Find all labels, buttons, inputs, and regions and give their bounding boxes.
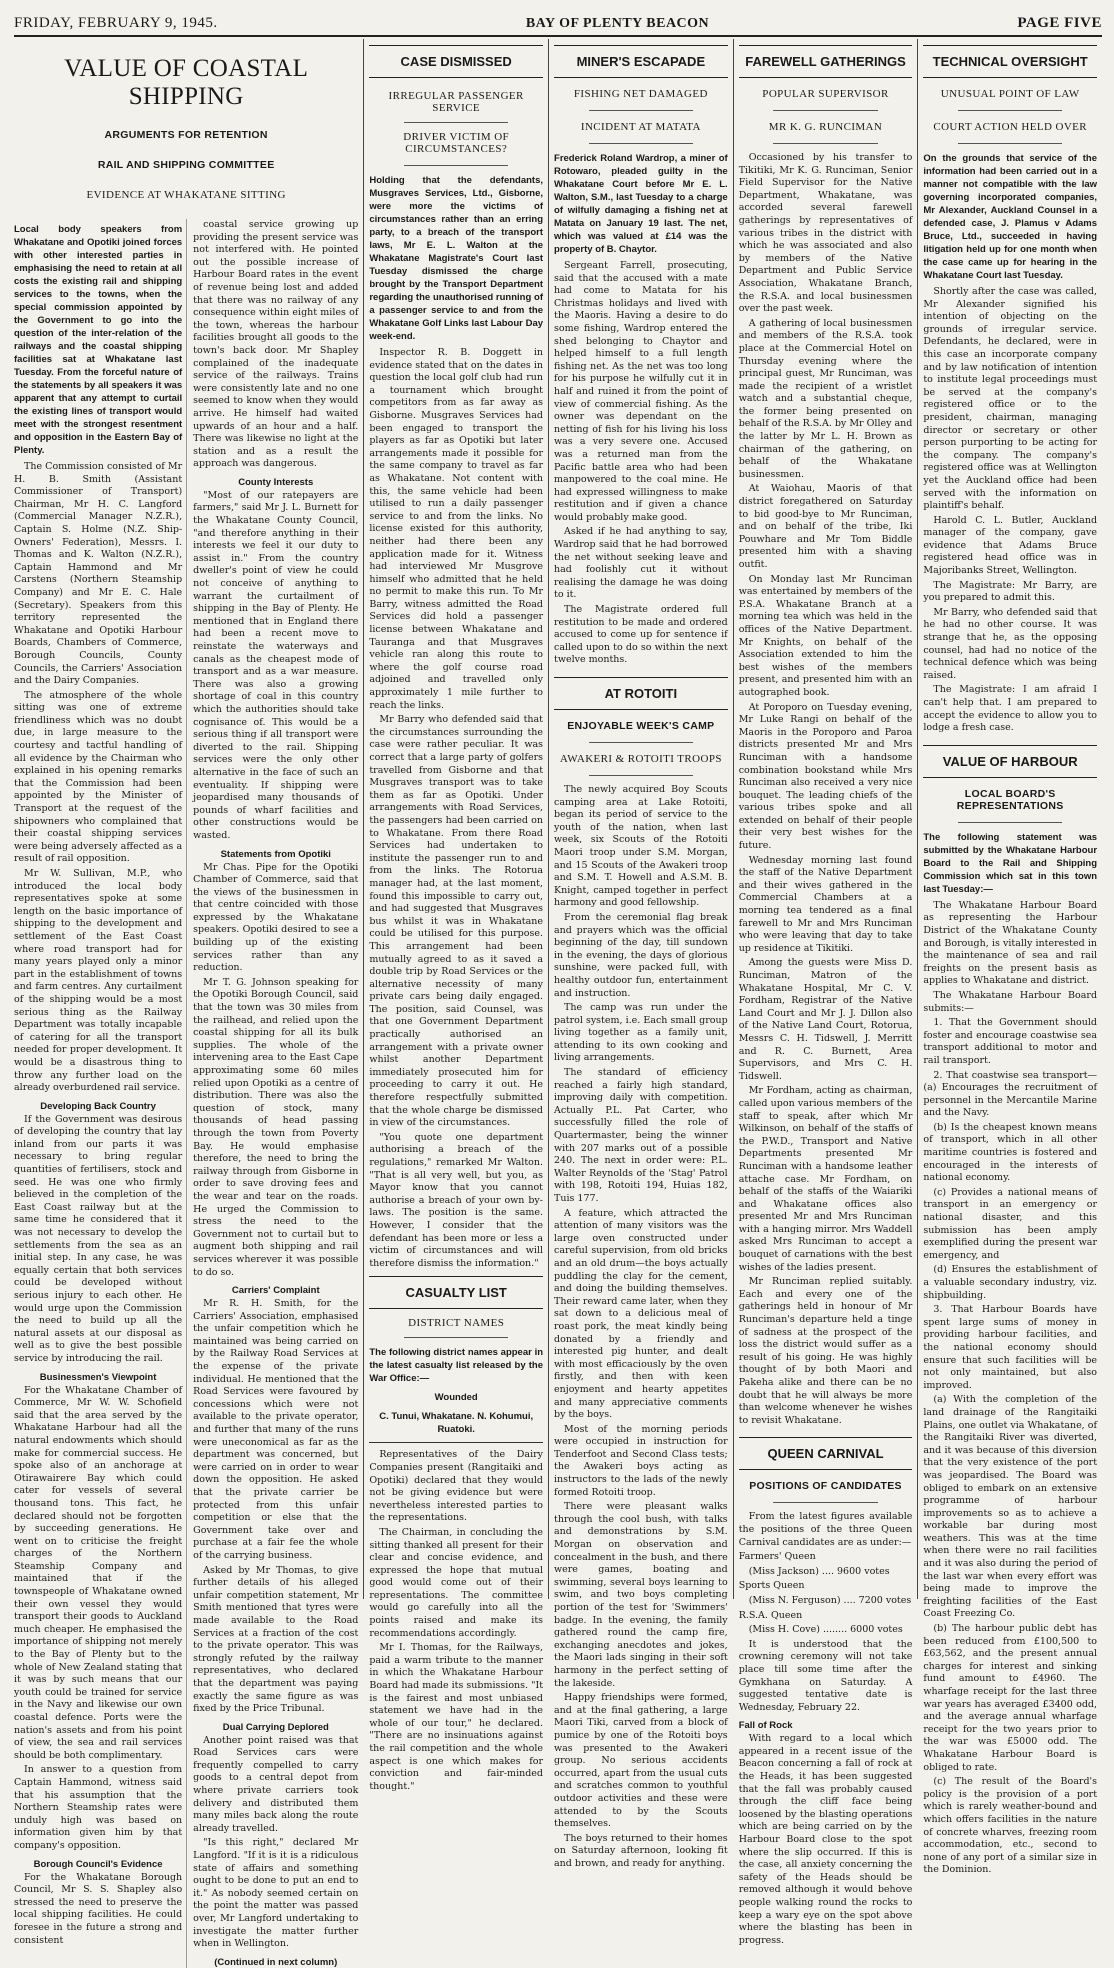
divider: [589, 110, 693, 111]
section-heading: Borough Council's Evidence: [33, 1858, 163, 1870]
divider: [404, 1337, 508, 1338]
paragraph: (b) The harbour public debt has been reduced from £100,500 to £63,562, and the present annual charges for interest and sinking fund amount to £4960. The wharfage receipt for the last three war years has averaged £3400 odd, and the average annual wharfage receipt for the two years prior to the war was £5000 odd. The Whakatane Harbour Board is obliged to rate.: [923, 1623, 1098, 1773]
paragraph: Sergeant Farrell, prosecuting, said that the accused with a mate had come to Matata for his Christmas holidays and lived with the Maoris. Having a desire to do some fishing, Wardrop entered the shed belonging to Chaytor and helped himself to a full length fishing net. As the net was too long for his purpose he wilfully cut it in half and ruined it from the point of view of commercial fishing. As the owner was dependant on the netting of fish for his living his loss was a very severe one. Accused was a returned man from the Pacific battle area who had been manpowered to the coal mine. He had expressed willingness to make restitution and if given a chance would probably make good.: [554, 260, 728, 523]
headline-box: [554, 45, 728, 78]
paragraph: If the Government was desirous of developing the country that lay inland from our parts it was necessary to bring regular quantities of fertilisers, stock and seed. He was one who firmly believed in the completion of the East Coast railway but at the same time he considered that it was not necessary to develop the settlements from the sea as an initial step. In any case, he was equally certain that both services could be developed without serious injury to each other. He would urge upon the Commission the need to build up all the natural assets at our disposal as well as to give the best possible service by introducing the rail.: [14, 1113, 183, 1364]
article-headline: CASE DISMISSED: [400, 54, 512, 69]
paragraph: (c) Provides a national means of transport in an emergency or national disaster, and this submission has been amply exemplified during the present war emergency, and: [923, 1186, 1098, 1261]
paragraph: "Most of our ratepayers are farmers," said Mr J. L. Burnett for the Whakatane County Council, "and therefore anything in their interests we feel it our duty to assist in." From the country dweller's point of view he could not conceive of anything to warrant the curtailment of shipping in the Bay of Plenty. He mentioned that in England there had been a recent move to reinstate the waterways and canals as the cheapest mode of transport and as a war measure. There was also a growing shortage of coal in this country which the authorities should take cognisance of. This would be a serious thing if all transport were diverted to the rail. Shipping services were the only other alternative in the face of such an eventuality. If shipping were jeopardised many thousands of pounds of wharf facilities and other constructions would be wasted.: [193, 489, 359, 841]
columns: [14, 39, 1102, 1968]
candidate-name: Sports Queen: [738, 1580, 805, 1592]
divider: [958, 143, 1062, 144]
paragraph: There were pleasant walks through the cool bush, with talks and demonstrations by S.M. Morgan on observation and concealment in the bush, and there were games, boating and swimming, several boys learning to swim, and two boys completing portion of the test for 'Swimmers' badge. In the evening, the family gathered round the camp fire, exchanging anecdotes and jokes, the Maori lads singing in their soft harmony in the perfect setting of the lakeside.: [554, 1501, 728, 1689]
paragraph: Mr Fordham, acting as chairman, called upon various members of the staff to speak, after which Mr Wilkinson, on behalf of the staffs of the P.W.D., Transport and Native Departments presented Mr Runciman with a handsome leather attache case. Mr Fordham, on behalf of the staffs of the Waiariki and Whakatane offices also presented Mr and Mrs Runciman with a hanging mirror. Mrs Waddell asked Mrs Runciman to accept a bouquet of carnations with the best wishes of the ladies present.: [738, 1085, 913, 1273]
paragraph: The standard of efficiency reached a fairly high standard, improving daily with competition. Actually P.L. Pat Carter, who successfully filled the role of Quartermaster, being the winner with 207 marks out of a possible 240. The next in order were: P.L. Walter Reynolds of the 'Stag' Patrol with 198, Rotoiti 194, Huias 182, Tuis 177.: [554, 1067, 728, 1204]
article-subheading: EVIDENCE AT WHAKATANE SITTING: [86, 189, 286, 201]
divider: [773, 1502, 877, 1503]
paragraph: Mr Barry, who defended said that he had no other course. It was strange that he, as the opposing counsel, had had no notice of the technical defence which was being raised.: [923, 606, 1098, 681]
paragraph: Shortly after the case was called, Mr Alexander signified his intention of objecting on the grounds of irregular service. Defendants, he declared, were in this case an incorporate company and by law notification of intention to institute legal proceedings must be served at the company's registered office or to the president, chairman, managing director or secretary or other person purporting to be acting for the company. The company's registered office was at Wellington yet the Auckland office had been served with the information on plaintiff's behalf.: [923, 286, 1098, 512]
paragraph: (a) With the completion of the land drainage of the Rangitaiki Plains, one outlet via Whakatane, of the Rangitaiki River was diverted, and it was because of this diversion that the very existence of the port was jeopardised. The Board was obliged to embark on an extensive programme of harbour improvements so as to achieve a workable bar during most weathers. This was at the time when there were no rail facilities and it was also during the period of the last war when every effort was being made to improve the freighting facilities of the East Coast Freezing Co.: [923, 1394, 1098, 1620]
article-headline: AT ROTOITI: [604, 686, 678, 701]
body-subcolumn: [14, 219, 186, 1968]
paragraph: Mr T. G. Johnson speaking for the Opotiki Borough Council, said that the town was 30 miles from the railhead, and relied upon the coastal shipping for all its bulk supplies. The whole of the intervening area to the East Cape approximating some 60 miles relied upon Opotiki as a centre of distribution. There was also the question of stock, many thousands of head passing through the town from Poverty Bay. He would emphasise therefore, the need to bring the railway through from Gisborne in order to save droving fees and the wear and tear on the roads. He urged the Commission to stress the need to the Government not to curtail but to augment both shipping and rail services wherever it was possible to do so.: [193, 976, 359, 1278]
paragraph: (c) The result of the Board's policy is the provision of a port which is rarely weather-bound and which offers facilities in the nature of concrete wharves, freezing room accommodation, etc., second to none of any port of a similar size in the Dominion.: [923, 1776, 1098, 1876]
paragraph: For the Whakatane Chamber of Commerce, Mr W. W. Schofield said that the area served by the Whakatane Harbour had all the natural endowments which should make for commercial success. He spoke also of an anchorage at Otirawairere Bay which could cater for vessels of several thousand tons. This fact, he declared should not be forgotten by succeeding generations. He went on to criticise the freight charges of the Northern Steamship Company and maintained that if the townspeople of Whakatane owned their own vessel they would transport their goods to Auckland much cheaper. He emphasised the importance of shipping not merely to the Bay of Plenty but to the whole of New Zealand stating that it was by such means that our youth could be trained for service in the Navy and likewise our own coastal defence. Ports were the nation's assets and from his point of view, the sea and rail services should be both complimentary.: [14, 1384, 183, 1761]
paragraph: Mr W. Sullivan, M.P., who introduced the local body representatives spoke at some length on the basic importance of shipping to the development and settlement of the East Coast where road transport had for many years played only a minor part in the establishment of towns and farm centres. Any curtailment of the shipping would be a most serious thing as the Railway Department was totally incapable of catering for all the transport needed for proper development. It would be a disastrous thing to throw any further load on the already overburdened rail service.: [14, 868, 183, 1094]
candidate-votes: (Miss N. Ferguson) .... 7200 votes: [748, 1594, 912, 1606]
lead-paragraph: On the grounds that service of the information had been carried out in a manner not compatible with the law governing incorporated companies, Mr Alexander, Auckland Counsel in a defended case, J. Plamus v Adams Bruce, Ltd., succeeded in having litigation held up for one month when the case came up for hearing in the Whakatane Court last Tuesday.: [923, 153, 1098, 281]
paragraph: "You quote one department authorising a breach of the regulations," remarked Mr Walton. "That is all very well, but you, as Mayor know that you cannot authorise a breach of your own by-laws. The position is the same. However, I consider that the defendant has been more or less a victim of circumstances and will therefore dismiss the information.": [369, 1131, 544, 1269]
article-subheading: ENJOYABLE WEEK'S CAMP: [567, 720, 715, 732]
paragraph: Most of the morning periods were occupied in instruction for Tenderfoot and Second Class tests; the Awakeri boys acting as instructors to the lads of the newly formed Rotoiti troop.: [554, 1423, 728, 1498]
section-heading: Fall of Rock: [738, 1720, 793, 1732]
article-headline: CASUALTY LIST: [405, 1285, 507, 1301]
article-case-dismissed: [363, 39, 548, 1792]
section-heading: Statements from Opotiki: [220, 848, 331, 860]
paragraph: (d) Ensures the establishment of a valuable secondary industry, viz. shipbuilding.: [923, 1264, 1098, 1301]
section-heading: Developing Back Country: [40, 1100, 156, 1112]
paragraph: Asked if he had anything to say, Wardrop said that he had borrowed the net without seeking leave and had foolishly cut it without realising the damage he was doing to it.: [554, 526, 728, 601]
paragraph: The atmosphere of the whole sitting was one of extreme friendliness which was no doubt due, in large measure to the courtesy and tactful handling of all evidence by the Chairman who explained in his opening remarks that the Commission had been appointed by the Minister of Transport at the request of the shipowners who complained that their coastal shipping services were being adversely affected as a result of rail opposition.: [14, 689, 183, 865]
article-subheading: FISHING NET DAMAGED: [573, 88, 708, 100]
lead-paragraph: The following district names appear in the latest casualty list released by the War Office:—: [369, 1347, 544, 1385]
paragraph: At Poroporo on Tuesday evening, Mr Luke Rangi on behalf of the Maoris in the Poroporo and Paroa districts presented Mr and Mrs Runciman with a handsome combination bookstand while Mrs Runciman also received a very nice bouquet. The leading chiefs of the various tribes spoke and all extended on behalf of their people their very best wishes for the future.: [738, 701, 913, 852]
divider: [589, 775, 693, 776]
paragraph: From the ceremonial flag break and prayers which was the official beginning of the day, till sundown in the evening, the days of glorious sunshine, were packed full, with healthy outdoor fun, entertainment and instruction.: [554, 911, 728, 999]
paragraph: Mr I. Thomas, for the Railways, paid a warm tribute to the manner in which the Whakatane Harbour Board had made its submissions. "It is the fairest and most unbiased statement we have had in the whole of our tour," he declared. "There are no insinuations against the rail competition and the whole aspect is one which makes for conviction and fair-minded thought.": [369, 1642, 544, 1792]
article-subheading: MR K. G. RUNCIMAN: [768, 121, 883, 133]
candidate-votes: (Miss Jackson) .... 9600 votes: [748, 1565, 890, 1577]
section-heading: Carriers' Complaint: [231, 1285, 320, 1297]
headline-box: [923, 745, 1097, 778]
paragraph: The Chairman, in concluding the sitting thanked all present for their clear and concise evidence, and expressed the hope that mutual good would come out of their representations. The committee would go carefully into all the points raised and make its recommendations accordingly.: [369, 1526, 544, 1639]
paragraph: A feature, which attracted the attention of many visitors was the large oven constructed under careful supervision, from old bricks and an old drum—the boys actually puddling the clay for the cement, and doing the building themselves. Their reward came later, when they sat down to a delicious meal of roast pork, the meat kindly being donated by a friendly and interested pig hunter, and dealt with most efficaciously by the oven firstly, and then with keen enjoyment and hearty appetites and many appreciative comments by the boys.: [554, 1207, 728, 1421]
paragraph: In answer to a question from Captain Hammond, witness said that his assumption that the Northern Steamship rates were unduly high was based on information given him by that company's opposition.: [14, 1764, 183, 1851]
article-farewell-gatherings: [733, 39, 918, 1946]
paragraph: It is understood that the crowning ceremony will not take place till some time after the Gymkhana on Saturday. A suggested tentative date is Wednesday, February 22.: [738, 1638, 913, 1713]
article-headline: MINER'S ESCAPADE: [576, 54, 706, 69]
paragraph: 3. That Harbour Boards have spent large sums of money in providing harbour facilities, and the national economy should ensure that such facilities will be not only maintained, but also improved.: [923, 1304, 1098, 1391]
article-subheading: IRREGULAR PASSENGER SERVICE: [388, 90, 524, 114]
paragraph: (b) Is the cheapest known means of transport, which in all other maritime countries is fostered and encouraged in the interests of national economy.: [923, 1121, 1098, 1184]
masthead: [14, 10, 1102, 37]
lead-paragraph: Holding that the defendants, Musgraves Services, Ltd., Gisborne, were more the victims of circumstances rather than an erring party, to a breach of the transport laws, Mr E. L. Walton at the Whakatane Magistrate's Court last Tuesday dismissed the charge brought by the Transport Department regarding the unauthorised running of a passenger service to and from the Whakatane Golf Links last Labour Day week-end.: [369, 175, 544, 342]
paragraph: Wednesday morning last found the staff of the Native Department and their wives gathered in the Commercial Chambers at a morning tea tendered as a final farewell to Mr and Mrs Runciman who were leaving that day to take up residence at Tikitiki.: [738, 854, 913, 954]
divider: [589, 742, 693, 743]
article-subheading: RAIL AND SHIPPING COMMITTEE: [97, 159, 275, 171]
article-subheading: DRIVER VICTIM OF CIRCUMSTANCES?: [403, 131, 510, 155]
paragraph: Asked by Mr Thomas, to give further details of his alleged unfair competition statement, Mr Smith mentioned that tyres were made available to the Road Services at a fraction of the cost to the private operator. This was strongly refuted by the railway representatives, who declared that the department was paying exactly the same figure as was fixed by the Price Tribunal.: [193, 1564, 359, 1715]
article-subheading: LOCAL BOARD'S REPRESENTATIONS: [956, 787, 1064, 812]
wounded-heading: Wounded: [434, 1392, 478, 1404]
divider: [589, 143, 693, 144]
divider: [773, 110, 877, 111]
lead-paragraph: The following statement was submitted by the Whakatane Harbour Board to the Rail and Shipping Commission which sat in this town last Tuesday:—: [923, 831, 1098, 895]
section-heading: Businessmen's Viewpoint: [39, 1371, 157, 1383]
article-headline: QUEEN CARNIVAL: [767, 1446, 884, 1462]
paragraph: The newly acquired Boy Scouts camping area at Lake Rotoiti, began its period of service to the youth of the nation, when last week, six Scouts of the Rotoiti Maori troop under S.M. Morgan, and 15 Scouts of the Awakeri troop and S.M. T. Howell and A.S.M. B. Knight, camped together in perfect harmony and good fellowship.: [554, 784, 728, 909]
paper-name: BAY OF PLENTY BEACON: [525, 16, 710, 31]
article-technical-oversight: [917, 39, 1102, 1876]
paragraph: 2. That coastwise sea transport—(a) Encourages the recruitment of personnel in the Mercantile Marine and the Navy.: [923, 1069, 1098, 1119]
paragraph: Mr Runciman replied suitably. Each and every one of the gatherings held in honour of Mr Runciman's departure held a tinge of sadness at the prospect of the loss the district would suffer as a result of his going. He was highly thought of by both Maori and Pakeha alike and there can be no doubt that he will always be more than welcome whenever he wishes to revisit Whakatane.: [738, 1276, 913, 1426]
paragraph: The Whakatane Harbour Board as representing the Harbour District of the Whakatane County and Borough, is vitally interested in the maintenance of sea and rail freights on the present basis as applies to Whakatane and district.: [923, 899, 1098, 987]
divider: [773, 143, 877, 144]
article-subheading: ARGUMENTS FOR RETENTION: [104, 129, 268, 141]
page-number: PAGE FIVE: [1017, 15, 1102, 31]
article-subheading: POSITIONS OF CANDIDATES: [749, 1480, 902, 1493]
body-subcolumn: [186, 219, 358, 1968]
paragraph: With regard to a local which appeared in a recent issue of the Beacon concerning a fall of rock at the Heads, it has been suggested that the fall was probably caused through the cliff face being loosened by the blasting operations which are being carried on by the Harbour Board close to the spot where the slip occurred. If this is the case, all anxiety concerning the safety of the Heads should be removed although it would behove people walking round the rocks to keep a wary eye on the spot above where the blasting has been in progress.: [738, 1733, 913, 1946]
article-headline: VALUE OF HARBOUR: [942, 753, 1078, 769]
article-subheading: COURT ACTION HELD OVER: [933, 121, 1088, 133]
headline-box: [369, 45, 543, 78]
paragraph: 1. That the Government should foster and encourage coastwise sea transport additional to motor and rail transport.: [923, 1017, 1098, 1066]
paragraph: Mr Barry who defended said that the circumstances surrounding the case were rather peculiar. It was correct that a large party of golfers travelled from Gisborne and that Musgraves transport was to take them as far as Opotiki. Under arrangements with Road Services, the passengers had been carried on to Whakatane. From there Road Services had undertaken to institute the passenger run to and from the links. The Rotorua manager had, at the last moment, found this impossible to carry out, and had suggested that Musgraves bus whilst it was in Whakatane could be utilised for this purpose. This arrangement had been mutually agreed to as it saved a double trip by Road Services or the alternative necessity of many private cars being daily engaged. The position, said Counsel, was that one Government Department practically authorised an arrangement with a private owner whilst another Department immediately prosecuted him for proceeding to carry it out. He therefore respectfully submitted that the whole charge be dismissed in view of the circumstances.: [369, 714, 544, 1129]
paragraph: The Whakatane Harbour Board submits:—: [923, 989, 1098, 1014]
paragraph: On Monday last Mr Runciman was entertained by members of the P.S.A. Whakatane Branch at a morning tea which was held in the offices of the Native Department. Mr Knights, on behalf of the Association extended to him the best wishes of the members present, and presented him with an autographed book.: [738, 573, 913, 698]
candidate-name: R.S.A. Queen: [738, 1609, 803, 1621]
paragraph: The camp was run under the patrol system, i.e. Each small group living together as a family unit, attending to its own cooking and living arrangements.: [554, 1002, 728, 1064]
paragraph: Mr Chas. Pipe for the Opotiki Chamber of Commerce, said that the views of the businessmen in that centre coincided with those expressed by the Whakatane speakers. Opotiki desired to see a building up of the existing services rather than any reduction.: [193, 861, 359, 974]
paragraph: Mr R. H. Smith, for the Carriers' Association, emphasised the unfair competition which he maintained was being carried on by the Railway Road Services at the expense of the private individual. He mentioned that the Road Services were favoured by concessions which were not available to the private operator, and further that many of the runs were uneconomical as far as the department was concerned, but were carried on in order to wear down the opposition. He asked that the private carrier be protected from this unfair competition or else that the Government take over and purchase at a fair fee the whole of the carrying business.: [193, 1298, 359, 1561]
divider: [404, 165, 508, 166]
divider: [369, 1442, 543, 1443]
paragraph: Inspector R. B. Doggett in evidence stated that on the dates in question the local golf club had run a tournament which brought competitors from as far away as Gisborne. Musgraves Services had been engaged to transport the players as far as Opotiki but later arrangements made it possible for the same company to travel as far as Whakatane. Not content with this, the same vehicle had been utilised to run a daily passenger service to and from the links. No license existed for this authority, neither had there been any application made for it. Witness had interviewed Mr Musgrove himself who admitted that he held no permit to make this run. To Mr Barry, witness admitted the Road Services did hold a passenger license between Whakatane and Tauranga and that Musgraves vehicle ran along this route to where the golf course road adjoined and travelled only approximately 1 mile further to reach the links.: [369, 347, 544, 711]
section-heading: Dual Carrying Deplored: [222, 1721, 329, 1733]
article-headline: TECHNICAL OVERSIGHT: [932, 54, 1088, 69]
headline-box: [739, 45, 913, 78]
two-column-body: [14, 219, 358, 1968]
lead-paragraph: Local body speakers from Whakatane and Opotiki joined forces with other interested parties in emphasising the need to retain at all costs the existing rail and shipping services to the towns, when the special commission appointed by the Government to go into the question of the inter-relation of the railways and the coastal shipping facilities sat at Whakatane last Tuesday. From the forceful nature of the statements by all speakers it was apparent that any attempt to curtail the existing lines of transport would meet with the strongest resentment and opposition in the Eastern Bay of Plenty.: [14, 224, 183, 456]
headline-box: [739, 1437, 913, 1470]
paragraph: Harold C. L. Butler, Auckland manager of the company, gave evidence that Adams Bruce registered head office was in Majoribanks Street, Wellington.: [923, 514, 1098, 577]
article-subheading: INCIDENT AT MATATA: [580, 121, 701, 133]
paragraph: Among the guests were Miss D. Runciman, Matron of the Whakatane Hospital, Mr C. V. Fordham, Registrar of the Native Land Court and Mr J. J. Dillon also of the Native Land Court, Rotorua, Messrs C. H. Tidswell, J. Merritt and R. C. Burnett, Area Supervisors, and Mrs C. H. Tidswell.: [738, 957, 913, 1082]
lead-paragraph: Frederick Roland Wardrop, a miner of Rotowaro, pleaded guilty in the Whakatane Court before Mr E. L. Walton, S.M., last Tuesday to a charge of wilfully damaging a fishing net at Matata on January 19 last. The net, which was valued at £14 was the property of B. Chaytor.: [554, 153, 728, 255]
paragraph: For the Whakatane Borough Council, Mr S. S. Shapley also stressed the need to preserve the local shipping facilities. He could foresee in the future a strong and consistent: [14, 1871, 183, 1946]
paragraph: The boys returned to their homes on Saturday afternoon, looking fit and brown, and ready for anything.: [554, 1832, 728, 1869]
paragraph: A gathering of local businessmen and members of the R.S.A. took place at the Commercial Hotel on Thursday evening where the principal guest, Mr Runciman, was made the recipient of a wristlet watch and a substantial cheque, the former being presented on behalf of the R.S.A. by Mr Olley and the latter by Mr L. H. Brown as chairman of the gathering, on behalf of the Whakatane businessmen.: [738, 317, 913, 480]
paragraph: From the latest figures available the positions of the three Queen Carnival candidates are as under:—: [738, 1511, 913, 1548]
paragraph: At Waiohau, Maoris of that district foregathered on Saturday to bid good-bye to Mr Runciman, and on behalf of the tribe, Iki Pouwhare and Mr Tom Biddle presented him with a shaving outfit.: [738, 483, 913, 570]
paragraph: The Commission consisted of Mr H. B. Smith (Assistant Commissioner of Transport) Chairman, Mr H. C. Langford (Commercial Manager N.Z.R.), Captain S. Holme (N.Z. Ship-Owners' Federation), Messrs. I. Thomas and K. Walton (N.Z.R.), Captain Hammond and Mr Carstens (Northern Steamship Company) and Mr E. C. Hale (Secretary). Speakers from this territory represented the Whakatane and Opotiki Harbour Boards, Chambers of Commerce, Borough Councils, County Councils, the Carriers' Association and the Dairy Companies.: [14, 461, 183, 687]
paragraph: Occasioned by his transfer to Tikitiki, Mr K. G. Runciman, Senior Field Supervisor for the Native Department, Whakatane, was accorded several farewell gatherings by representatives of various tribes in the district with which he was associated and also by members of the Native Department and Public Service Association, Whakatane Branch, the R.S.A. and local businessmen over the past week.: [738, 152, 913, 315]
article-headline: FAREWELL GATHERINGS: [745, 54, 906, 69]
divider: [404, 122, 508, 123]
paragraph: Representatives of the Dairy Companies present (Rangitaiki and Opotiki) declared that they would not be giving evidence but were nevertheless interested parties to the representations.: [369, 1449, 544, 1524]
issue-date: FRIDAY, FEBRUARY 9, 1945.: [14, 15, 218, 31]
candidate-votes: (Miss H. Cove) ........ 6000 votes: [748, 1624, 903, 1636]
paragraph: Happy friendships were formed, and at the final gathering, a large Maori Tiki, carved from a block of pumice by one of the Rotoiti boys was presented to the Awakeri group. No serious accidents occurred, apart from the usual cuts and scratches common to youthful outdoor activities and these were attended to by the Scouts themselves.: [554, 1692, 728, 1830]
article-subheading: UNUSUAL POINT OF LAW: [940, 88, 1080, 100]
article-miners-escapade: [548, 39, 733, 1869]
paragraph: "Is this right," declared Mr Langford. "If it is it is a ridiculous state of affairs and something ought to be done to put an end to it." As nobody seemed certain on the point the matter was passed over, Mr Langford undertaking to investigate the matter further when in Wellington.: [193, 1837, 359, 1950]
article-subheading: POPULAR SUPERVISOR: [762, 88, 889, 100]
divider: [958, 822, 1062, 823]
paragraph: coastal service growing up providing the present service was not interfered with. He pointed out the possible increase of Harbour Board rates in the event of revenue being lost and added that there was no railway of any consequence within eight miles of the town, whereas the harbour facilities brought all goods to the town's back door. Mr Shapley complained of the inadequate service of the railways. Trains were consistently late and no one seemed to know when they would arrive. He himself had waited upwards of an hour and a half. There was likewise no light at the station and as a result the approach was dangerous.: [193, 219, 359, 470]
paragraph: The Magistrate: I am afraid I can't help that. I am prepared to accept the evidence to allow you to lodge a fresh case.: [923, 684, 1098, 734]
headline-box: [554, 677, 728, 710]
candidate-name: Farmers' Queen: [738, 1551, 816, 1563]
section-heading: County Interests: [238, 476, 314, 488]
article-subheading: DISTRICT NAMES: [408, 1317, 505, 1330]
wounded-names: C. Tunui, Whakatane. N. Kohumui, Ruatoki.: [379, 1411, 534, 1436]
paragraph: The Magistrate: Mr Barry, are you prepared to admit this.: [923, 579, 1098, 604]
headline-box: [369, 1276, 543, 1309]
article-headline: VALUE OF COASTAL SHIPPING: [64, 55, 309, 110]
continued-note: (Continued in next column): [214, 1956, 338, 1968]
article-subheading: AWAKERI & ROTOITI TROOPS: [559, 753, 722, 765]
divider: [958, 110, 1062, 111]
paragraph: The Magistrate ordered full restitution to be made and ordered accused to come up for sentence if called upon to do so within the next twelve months.: [554, 604, 728, 666]
headline-box: [923, 45, 1097, 78]
paragraph: Another point raised was that Road Services cars were frequently compelled to carry goods to a central depot from where private carriers took delivery and distributed them many miles back along the route already travelled.: [193, 1734, 359, 1834]
article-coastal-shipping: [14, 39, 363, 1968]
